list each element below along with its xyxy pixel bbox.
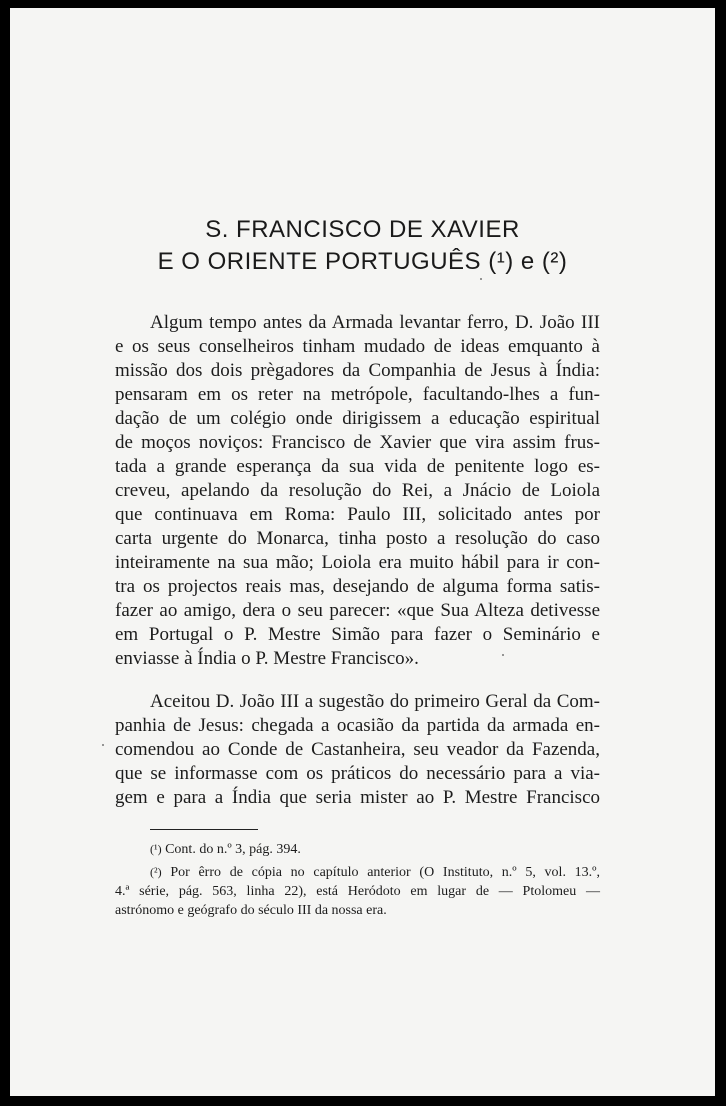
footnote-separator (150, 829, 258, 830)
footnote-2-text: Por êrro de cópia no capítulo anterior (O Instituto, n.º 5, vol. 13.º, (170, 865, 600, 880)
document-page (10, 8, 715, 1096)
paragraph-1-line: em Portugal o P. Mestre Simão para fazer o Seminário e (115, 624, 600, 645)
paragraph-1-line: creveu, apelando da resolução do Rei, a Jnácio de Loiola (115, 480, 600, 501)
paragraph-1-line: inteiramente na sua mão; Loiola era muito hábil para ir con- (115, 552, 600, 573)
footnote-2-line-2: 4.ª série, pág. 563, linha 22), está Heródoto em lugar de — Ptolomeu — (115, 884, 600, 899)
paragraph-1-line: missão dos dois prègadores da Companhia de Jesus à Índia: (115, 360, 600, 381)
paragraph-1-line: de moços noviços: Francisco de Xavier que vira assim frus- (115, 432, 600, 453)
paragraph-1-line: e os seus conselheiros tinham mudado de ideas emquanto à (115, 336, 600, 357)
title-conjunction: e (520, 248, 535, 275)
paragraph-2-line: panhia de Jesus: chegada a ocasião da partida da armada en- (115, 715, 600, 736)
paragraph-1-line: fazer ao amigo, dera o seu parecer: «que Sua Alteza detivesse (115, 600, 600, 621)
title-line-2-text: E O ORIENTE PORTUGUÊS (157, 248, 482, 275)
paragraph-1-line: tada a grande esperança da sua vida de penitente logo es- (115, 456, 600, 477)
footnote-1-marker: (¹) (150, 842, 162, 856)
footnote-2-marker: (²) (150, 865, 162, 879)
footnote-2-line-3: astrónomo e geógrafo do século III da nossa era. (115, 903, 387, 918)
paragraph-1-line: tra os projectos reais mas, desejando de alguma forma satis- (115, 576, 600, 597)
paragraph-2-line: Aceitou D. João III a sugestão do primeiro Geral da Com- (150, 691, 600, 712)
paragraph-1-line: Algum tempo antes da Armada levantar ferro, D. João III (150, 312, 600, 333)
paragraph-2-line: gem e para a Índia que seria mister ao P. Mestre Francisco (115, 787, 600, 808)
paragraph-2-line: comendou ao Conde de Castanheira, seu veador da Fazenda, (115, 739, 600, 760)
footnote-ref-1: (¹) (488, 248, 514, 275)
paragraph-1-line: enviasse à Índia o P. Mestre Francisco». (115, 648, 419, 669)
footnote-2-line-1 (150, 865, 600, 881)
scan-speck (502, 654, 504, 656)
scan-speck (102, 744, 104, 746)
title-line-1: S. FRANCISCO DE XAVIER (205, 216, 520, 243)
paragraph-1-line: dação de um colégio onde dirigissem a educação espiritual (115, 408, 600, 429)
footnote-1-text: Cont. do n.º 3, pág. 394. (165, 842, 301, 857)
paragraph-1-line: pensaram em os reter na metrópole, facultando-lhes a fun- (115, 384, 600, 405)
title-line-2 (10, 248, 715, 276)
paragraph-2-line: que se informasse com os práticos do necessário para a via- (115, 763, 600, 784)
paragraph-1-line: que continuava em Roma: Paulo III, solicitado antes por (115, 504, 600, 525)
scan-speck (480, 278, 482, 280)
footnote-1 (150, 842, 600, 858)
paragraph-1-line: carta urgente do Monarca, tinha posto a resolução do caso (115, 528, 600, 549)
footnote-ref-2: (²) (541, 248, 568, 275)
